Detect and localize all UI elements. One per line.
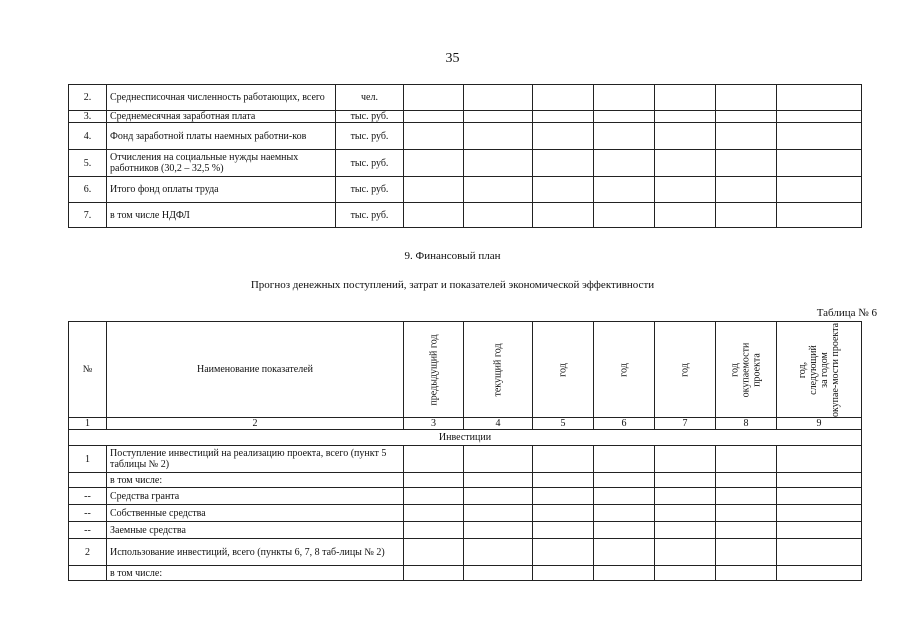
- section-investments: Инвестиции: [69, 430, 862, 446]
- table-row: [69, 473, 862, 488]
- column-number: 4: [464, 418, 533, 430]
- row-number: --: [69, 522, 107, 539]
- row-number: --: [69, 505, 107, 522]
- indicator-name: в том числе НДФЛ: [107, 203, 336, 228]
- column-number: 9: [777, 418, 862, 430]
- table-row: [69, 446, 862, 473]
- header-col6: [594, 322, 655, 418]
- unit-cell: тыс. руб.: [336, 123, 404, 150]
- table-row: [69, 150, 862, 177]
- financial-plan-table: [68, 321, 862, 581]
- forecast-title: Прогноз денежных поступлений, затрат и показателей экономической эффективности: [250, 279, 655, 291]
- section-row: [69, 430, 862, 446]
- header-col8-text: год окупаемости проекта: [729, 342, 763, 397]
- header-col3: [404, 322, 464, 418]
- column-number: 3: [404, 418, 464, 430]
- table-row: [69, 522, 862, 539]
- indicator-name: Фонд заработной платы наемных работни-ков: [107, 123, 336, 150]
- column-number: 6: [594, 418, 655, 430]
- column-number: 5: [533, 418, 594, 430]
- indicator-name: в том числе:: [107, 566, 404, 581]
- column-number: 2: [107, 418, 404, 430]
- column-number: 7: [655, 418, 716, 430]
- row-number: 6.: [69, 177, 107, 203]
- table-row: [69, 111, 862, 123]
- staffing-table: [68, 84, 862, 228]
- table-row: [69, 123, 862, 150]
- row-number: 1: [69, 446, 107, 473]
- row-number: [69, 566, 107, 581]
- unit-cell: тыс. руб.: [336, 150, 404, 177]
- header-name: Наименование показателей: [107, 322, 404, 418]
- unit-cell: тыс. руб.: [336, 203, 404, 228]
- header-col6-text: год: [618, 362, 630, 377]
- numbering-row: [69, 418, 862, 430]
- table-row: [69, 488, 862, 505]
- unit-cell: тыс. руб.: [336, 111, 404, 123]
- indicator-name: Поступление инвестиций на реализацию проекта, всего (пункт 5 таблицы № 2): [107, 446, 404, 473]
- table-row: [69, 203, 862, 228]
- section-title: 9. Финансовый план: [404, 250, 501, 262]
- indicator-name: Средства гранта: [107, 488, 404, 505]
- indicator-name: Использование инвестиций, всего (пункты 6, 7, 8 таб-лицы № 2): [107, 539, 404, 566]
- table-row: [69, 539, 862, 566]
- indicator-name: Среднемесячная заработная плата: [107, 111, 336, 123]
- unit-cell: чел.: [336, 85, 404, 111]
- table-number: Таблица № 6: [816, 307, 877, 319]
- row-number: 3.: [69, 111, 107, 123]
- header-col3-text: предыдущий год: [428, 333, 439, 406]
- table-row: [69, 505, 862, 522]
- header-col8: [716, 322, 777, 418]
- header-col9: [777, 322, 862, 418]
- header-row: [69, 322, 862, 418]
- header-col7: [655, 322, 716, 418]
- table-row: [69, 85, 862, 111]
- table-row: [69, 566, 862, 581]
- indicator-name: Собственные средства: [107, 505, 404, 522]
- column-number: 1: [69, 418, 107, 430]
- header-col7-text: год: [679, 362, 691, 377]
- column-number: 8: [716, 418, 777, 430]
- header-col5: [533, 322, 594, 418]
- page-number: 35: [445, 51, 460, 66]
- indicator-name: Среднесписочная численность работающих, всего: [107, 85, 336, 111]
- indicator-name: Итого фонд оплаты труда: [107, 177, 336, 203]
- row-number: [69, 473, 107, 488]
- row-number: 2: [69, 539, 107, 566]
- header-col4-text: текущий год: [492, 342, 504, 397]
- table-row: [69, 177, 862, 203]
- row-number: 7.: [69, 203, 107, 228]
- header-num: №: [69, 322, 107, 418]
- indicator-name: в том числе:: [107, 473, 404, 488]
- row-number: 4.: [69, 123, 107, 150]
- row-number: --: [69, 488, 107, 505]
- indicator-name: Отчисления на социальные нужды наемных работников (30,2 – 32,5 %): [107, 150, 336, 177]
- indicator-name: Заемные средства: [107, 522, 404, 539]
- row-number: 2.: [69, 85, 107, 111]
- header-col5-text: год: [557, 362, 569, 377]
- header-col4: [464, 322, 533, 418]
- header-col9-text: год, следующий за годом окупае-мости проекта: [797, 322, 841, 417]
- unit-cell: тыс. руб.: [336, 177, 404, 203]
- row-number: 5.: [69, 150, 107, 177]
